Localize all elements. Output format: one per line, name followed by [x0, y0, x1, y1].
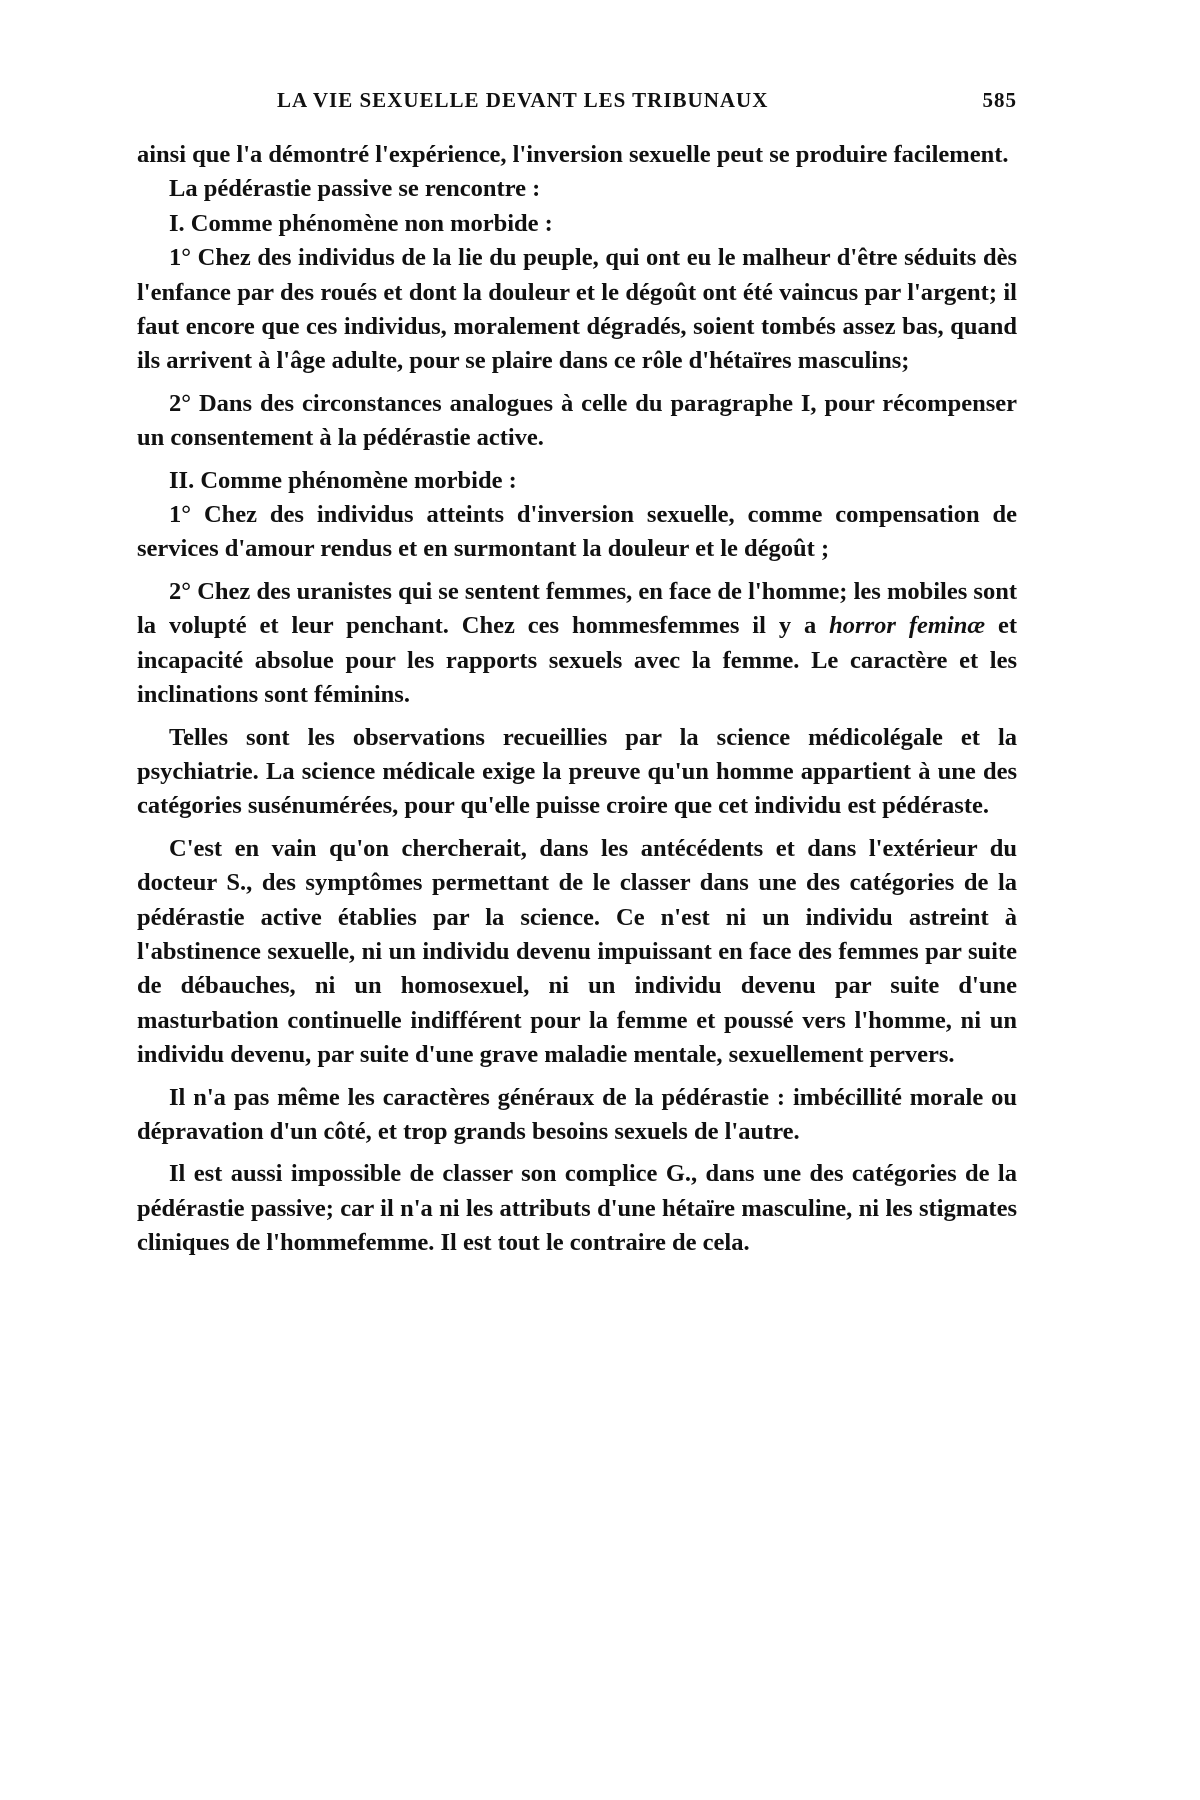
list-item-non-morbid-2: 2° Dans des circonstances analogues à celle du paragraphe I, pour récompenser un consentement à la pédérastie active. [137, 389, 1017, 452]
paragraph-general-characters: Il n'a pas même les caractères généraux de la pédérastie : imbécillité morale ou dépravation d'un côté, et trop grands besoins sexuels de l'autre. [137, 1083, 1017, 1145]
section-heading-morbid: II. Comme phénomène morbide : [169, 466, 517, 494]
paragraph-continuation: ainsi que l'a démontré l'expérience, l'inversion sexuelle peut se produire facilement. [137, 141, 1009, 168]
paragraph-accomplice-g: Il est aussi impossible de classer son complice G., dans une des catégories de la pédérastie passive; car il n'a ni les attributs d'une hétaïre masculine, ni les stigmates cliniques de l'hommefemme. Il est tout le contraire de cela. [137, 1160, 1017, 1257]
paragraph-observations: Telles sont les observations recueillies par la science médicolégale et la psychiatrie. La science médicale exige la preuve qu'un homme appartient à une des catégories susénumérées, pour qu'elle puisse croire que cet individu est pédéraste. [137, 723, 1017, 820]
latin-phrase: horror feminæ [829, 612, 986, 640]
running-header [137, 84, 1017, 122]
section-heading-non-morbid: I. Comme phénomène non morbide : [169, 209, 553, 237]
list-item-morbid-1: 1° Chez des individus atteints d'inversion sexuelle, comme compensation de services d'amour rendus et en surmontant la douleur et le dégoût ; [137, 501, 1017, 563]
uranist-text-before: 2° Chez des uranistes qui se sentent femmes, en face de l'homme; les mobiles sont la volupté et leur penchant. Chez ces hommesfemmes il y a [137, 577, 1017, 640]
body-text [137, 138, 1017, 1261]
running-title: LA VIE SEXUELLE DEVANT LES TRIBUNAUX [277, 88, 769, 112]
paragraph-doctor-s: C'est en vain qu'on chercherait, dans les antécédents et dans l'extérieur du docteur S., des symptômes permettant de le classer dans une des catégories de la pédérastie active établies par la science. Ce n'est ni un individu astreint à l'abstinence sexuelle, ni un individu devenu impuissant en face des femmes par suite de débauches, ni un homosexuel, ni un individu devenu par suite d'une masturbation continuelle indifférent pour la femme et poussé vers l'homme, ni un individu devenu, par suite d'une grave maladie mentale, sexuellement pervers. [137, 834, 1017, 1069]
page-number: 585 [982, 88, 1017, 112]
list-item-morbid-2 [137, 575, 1017, 713]
uranist-text-after: et incapacité absolue pour les rapports sexuels avec la femme. Le caractère et les inclinations sont féminins. [137, 612, 1018, 709]
list-item-non-morbid-1: 1° Chez des individus de la lie du peuple, qui ont eu le malheur d'être séduits dès l'enfance par des roués et dont la douleur et le dégoût ont été vaincus par l'argent; il faut encore que ces individus, moralement dégradés, soient tombés assez bas, quand ils arrivent à l'âge adulte, pour se plaire dans ce rôle d'hétaïres masculins; [137, 244, 1017, 375]
paragraph-passive-intro: La pédérastie passive se rencontre : [169, 175, 541, 203]
book-page [137, 84, 1017, 1261]
